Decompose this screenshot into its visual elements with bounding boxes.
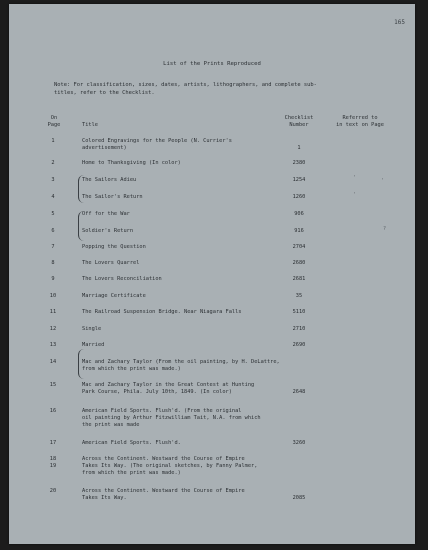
- checklist-number-cell: 2704: [292, 244, 306, 250]
- pair-bracket: [78, 211, 85, 241]
- checklist-number-cell: 2681: [292, 276, 306, 282]
- page-cell: 13: [49, 342, 57, 348]
- document-page: [9, 4, 415, 544]
- column-header-referred: Referred to in text on Page: [336, 115, 384, 128]
- pencil-mark: ': [353, 175, 357, 181]
- page-cell: 3: [51, 177, 55, 183]
- checklist-number-cell: 2648: [292, 389, 306, 395]
- page-cell: 6: [51, 228, 55, 234]
- title-cell: Off for the War: [82, 211, 130, 217]
- page-cell: 11: [49, 309, 57, 315]
- title-cell: Popping the Question: [82, 244, 146, 250]
- title-cell: The Sailors Adieu: [82, 177, 137, 183]
- checklist-number-cell: 1: [297, 145, 301, 151]
- column-header-checklist: Checklist Number: [284, 115, 314, 128]
- page-cell: 20: [49, 488, 57, 494]
- page-cell: 10: [49, 293, 57, 299]
- checklist-number-cell: 906: [294, 211, 304, 217]
- page-cell: 14: [49, 359, 57, 365]
- page-cell: 7: [51, 244, 55, 250]
- page-number: 165: [394, 19, 405, 26]
- title-cell: Mac and Zachary Taylor (From the oil painting, by H. DeLattre, from which the print was made.): [82, 359, 280, 372]
- checklist-number-cell: 2680: [292, 260, 306, 266]
- pair-bracket: [78, 175, 85, 203]
- note-text: Note: For classification, sizes, dates, artists, lithographers, and complete sub- titles, refer to the Checklist.: [54, 82, 317, 96]
- page-cell: 2: [51, 160, 55, 166]
- title-cell: Colored Engravings for the People (N. Currier's advertisement): [82, 138, 232, 151]
- column-header-page: On Page: [47, 115, 61, 128]
- page-cell: 9: [51, 276, 55, 282]
- checklist-number-cell: 1254: [292, 177, 306, 183]
- checklist-number-cell: 2380: [292, 160, 306, 166]
- title-cell: Across the Continent. Westward the Course of Empire Takes Its Way.: [82, 488, 245, 501]
- title-cell: Home to Thanksgiving (In color): [82, 160, 181, 166]
- page-cell: 17: [49, 440, 57, 446]
- checklist-number-cell: 916: [294, 228, 304, 234]
- title-cell: Single: [82, 326, 102, 332]
- checklist-number-cell: 5110: [292, 309, 306, 315]
- page-cell: 5: [51, 211, 55, 217]
- page-cell: 18 19: [49, 456, 57, 469]
- title-cell: Marriage Certificate: [82, 293, 146, 299]
- title-cell: Married: [82, 342, 105, 348]
- page-cell: 8: [51, 260, 55, 266]
- checklist-number-cell: 1260: [292, 194, 306, 200]
- checklist-number-cell: 2690: [292, 342, 306, 348]
- pair-bracket: [78, 349, 85, 379]
- title-cell: The Sailor's Return: [82, 194, 143, 200]
- checklist-number-cell: 2085: [292, 495, 306, 501]
- checklist-number-cell: 2710: [292, 326, 306, 332]
- page-cell: 16: [49, 408, 57, 414]
- page-cell: 1: [51, 138, 55, 144]
- title-cell: American Field Sports. Flush'd.: [82, 440, 181, 446]
- title-cell: Across the Continent. Westward the Course of Empire Takes Its Way. (The original sketches, by Fanny Palmer, from which the print was made.): [82, 456, 258, 476]
- pencil-mark: ': [381, 178, 385, 184]
- title-cell: The Lovers Reconciliation: [82, 276, 162, 282]
- column-header-title: Title: [82, 122, 98, 128]
- page-cell: 4: [51, 194, 55, 200]
- checklist-number-cell: 35: [295, 293, 303, 299]
- checklist-number-cell: 3260: [292, 440, 306, 446]
- page-title: List of the Prints Reproduced: [163, 61, 261, 67]
- title-cell: Mac and Zachary Taylor in the Great Contest at Hunting Park Course, Phila. July 10th, 1849. (In color): [82, 382, 255, 395]
- pencil-mark: ': [353, 192, 357, 198]
- title-cell: Soldier's Return: [82, 228, 134, 234]
- title-cell: The Lovers Quarrel: [82, 260, 140, 266]
- page-cell: 12: [49, 326, 57, 332]
- page-cell: 15: [49, 382, 57, 388]
- pencil-mark: ?: [383, 226, 387, 232]
- title-cell: American Field Sports. Flush'd. (From the original oil painting by Arthur Fitzwilliam Tait, N.A. from which the print was made: [82, 408, 261, 428]
- title-cell: The Railroad Suspension Bridge. Near Niagara Falls: [82, 309, 242, 315]
